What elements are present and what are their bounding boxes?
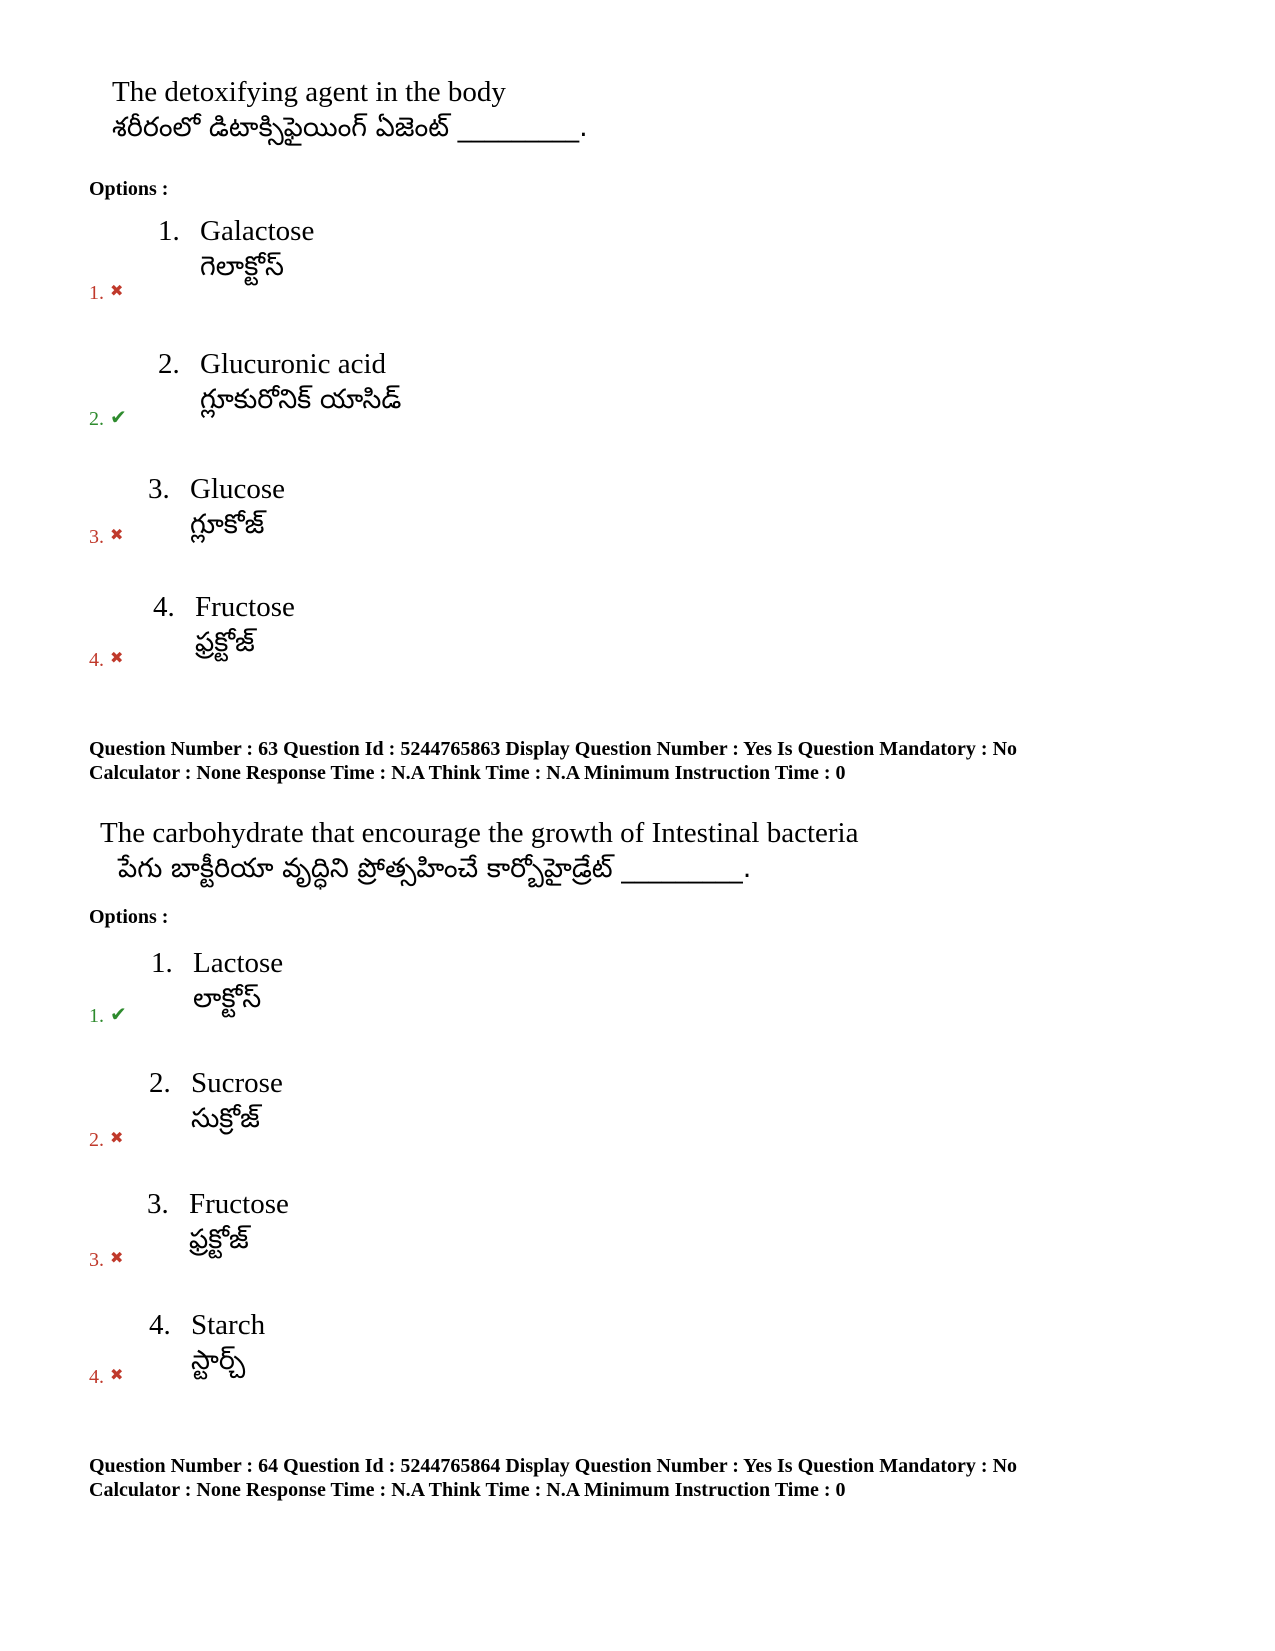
option-number: 1. bbox=[158, 215, 180, 247]
option-english: Galactose bbox=[200, 215, 315, 247]
marker-number: 2. bbox=[89, 1129, 104, 1151]
option-english: Glucuronic acid bbox=[200, 348, 387, 380]
option-telugu: ఫ్రక్టోజ్ bbox=[195, 627, 255, 658]
option-telugu: స్టార్చ్ bbox=[191, 1345, 246, 1376]
option-telugu: గ్లూకురోనిక్ యాసిడ్ bbox=[200, 384, 402, 415]
option-63-1-marker bbox=[89, 1003, 127, 1028]
cross-icon: ✖ bbox=[110, 1367, 124, 1384]
question-62-telugu: శరీరంలో డిటాక్సిఫైయింగ్ ఏజెంట్ _________. bbox=[112, 112, 588, 143]
option-english: Lactose bbox=[193, 947, 284, 979]
question-62-english: The detoxifying agent in the body bbox=[112, 76, 506, 108]
option-63-3-marker bbox=[89, 1249, 123, 1272]
option-63-2-marker bbox=[89, 1129, 123, 1152]
question-63-english: The carbohydrate that encourage the growth of Intestinal bacteria bbox=[100, 817, 859, 849]
question-63-text bbox=[100, 815, 859, 887]
cross-icon: ✖ bbox=[110, 650, 124, 667]
option-english: Fructose bbox=[189, 1188, 289, 1220]
cross-icon: ✖ bbox=[110, 283, 124, 300]
marker-number: 4. bbox=[89, 1366, 104, 1388]
options-heading-63: Options : bbox=[89, 906, 169, 928]
option-number: 4. bbox=[149, 1309, 171, 1341]
marker-number: 1. bbox=[89, 1005, 104, 1027]
option-62-2-marker bbox=[89, 406, 127, 431]
option-63-4-marker bbox=[89, 1366, 123, 1389]
meta-line-1: Question Number : 63 Question Id : 5244765863 Display Question Number : Yes Is Question Mandatory : No bbox=[89, 738, 1018, 760]
meta-line-2: Calculator : None Response Time : N.A Think Time : N.A Minimum Instruction Time : 0 bbox=[89, 762, 846, 784]
cross-icon: ✖ bbox=[110, 1250, 124, 1267]
question-63-meta bbox=[89, 737, 1017, 785]
option-english: Fructose bbox=[195, 591, 295, 623]
option-telugu: గ్లూకోజ్ bbox=[190, 509, 265, 540]
cross-icon: ✖ bbox=[110, 527, 124, 544]
option-number: 4. bbox=[153, 591, 175, 623]
cross-icon: ✖ bbox=[110, 1130, 124, 1147]
meta-line-2: Calculator : None Response Time : N.A Think Time : N.A Minimum Instruction Time : 0 bbox=[89, 1479, 846, 1501]
option-63-2[interactable] bbox=[149, 1066, 283, 1138]
option-62-4-marker bbox=[89, 649, 123, 672]
option-telugu: ఫ్రక్టోజ్ bbox=[189, 1224, 249, 1255]
option-63-1[interactable] bbox=[151, 946, 283, 1018]
marker-number: 1. bbox=[89, 282, 104, 304]
option-telugu: సుక్రోజ్ bbox=[191, 1103, 260, 1134]
option-number: 3. bbox=[148, 473, 170, 505]
option-number: 3. bbox=[147, 1188, 169, 1220]
option-english: Starch bbox=[191, 1309, 266, 1341]
check-icon: ✔ bbox=[110, 407, 127, 429]
marker-number: 2. bbox=[89, 408, 104, 430]
option-62-1[interactable] bbox=[158, 214, 314, 286]
option-62-2[interactable] bbox=[158, 347, 401, 419]
marker-number: 3. bbox=[89, 1249, 104, 1271]
option-62-1-marker bbox=[89, 282, 123, 305]
option-telugu: గెలాక్టోస్ bbox=[200, 251, 284, 282]
option-62-3-marker bbox=[89, 526, 123, 549]
marker-number: 4. bbox=[89, 649, 104, 671]
check-icon: ✔ bbox=[110, 1004, 127, 1026]
option-telugu: లాక్టోస్ bbox=[193, 983, 262, 1014]
marker-number: 3. bbox=[89, 526, 104, 548]
option-number: 2. bbox=[158, 348, 180, 380]
question-62-text bbox=[112, 74, 588, 146]
option-62-4[interactable] bbox=[153, 590, 295, 662]
option-63-3[interactable] bbox=[147, 1187, 289, 1259]
option-english: Sucrose bbox=[191, 1067, 283, 1099]
option-number: 1. bbox=[151, 947, 173, 979]
option-number: 2. bbox=[149, 1067, 171, 1099]
question-64-meta bbox=[89, 1454, 1017, 1502]
option-62-3[interactable] bbox=[148, 472, 285, 544]
question-63-telugu: పేగు బాక్టీరియా వృద్ధిని ప్రోత్సహించే కార్బోహైడ్రేట్ _________. bbox=[118, 853, 752, 884]
options-heading-62: Options : bbox=[89, 178, 169, 200]
meta-line-1: Question Number : 64 Question Id : 5244765864 Display Question Number : Yes Is Question Mandatory : No bbox=[89, 1455, 1018, 1477]
option-63-4[interactable] bbox=[149, 1308, 265, 1380]
option-english: Glucose bbox=[190, 473, 286, 505]
